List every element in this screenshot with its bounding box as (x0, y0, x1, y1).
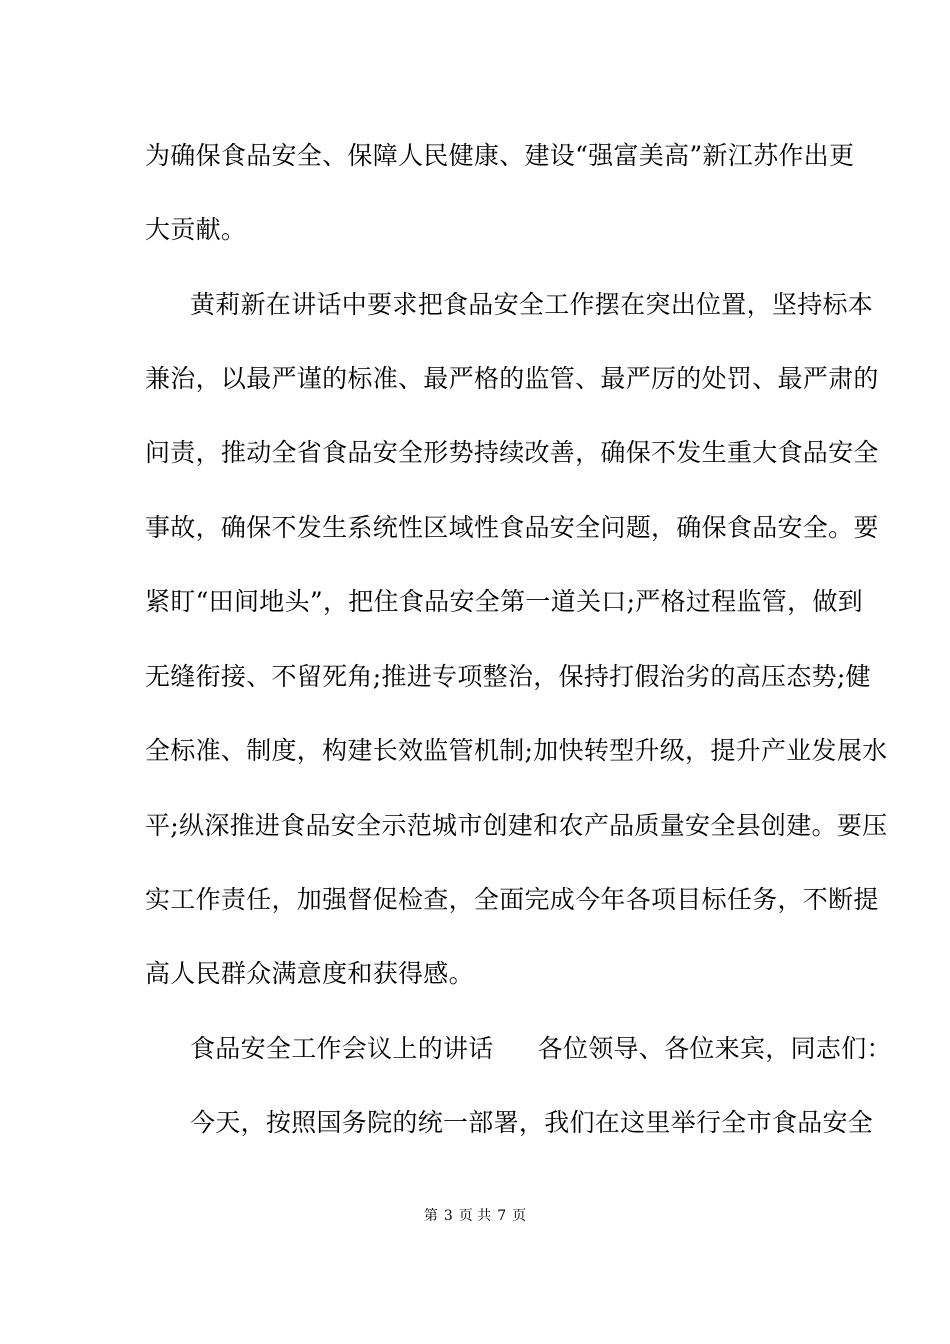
text-line: 问责，推动全省食品安全形势持续改善，确保不发生重大食品安全 (145, 438, 879, 467)
text-line: 为确保食品安全、保障人民健康、建设“强富美高”新江苏作出更 (145, 141, 855, 170)
page-prefix: 第 (423, 1208, 438, 1224)
text-line: 今天，按照国务院的统一部署，我们在这里举行全市食品安全 (190, 1108, 874, 1137)
text-line: 无缝衔接、不留死角;推进专项整治，保持打假治劣的高压态势;健 (145, 662, 871, 691)
text-line: 兼治，以最严谨的标准、最严格的监管、最严厉的处罚、最严肃的 (145, 364, 879, 393)
page-number-footer (0, 1207, 950, 1225)
current-page-number: 3 (443, 1208, 453, 1224)
page-middle: 页 共 (458, 1208, 492, 1224)
text-line: 黄莉新在讲话中要求把食品安全工作摆在突出位置，坚持标本 (190, 290, 874, 319)
speech-title: 食品安全工作会议上的讲话 (190, 1034, 494, 1063)
text-line: 平;纵深推进食品安全示范城市创建和农产品质量安全县创建。要压 (145, 811, 888, 840)
text-line: 事故，确保不发生系统性区域性食品安全问题，确保食品安全。要 (145, 513, 879, 542)
text-line: 全标准、制度，构建长效监管机制;加快转型升级，提升产业发展水 (145, 736, 888, 765)
text-line: 高人民群众满意度和获得感。 (145, 959, 474, 988)
text-line: 实工作责任，加强督促检查，全面完成今年各项目标任务，不断提 (145, 885, 879, 914)
text-line: 紧盯“田间地头”，把住食品安全第一道关口;严格过程监管，做到 (145, 587, 863, 616)
text-line: 大贡献。 (145, 215, 247, 244)
page-suffix: 页 (512, 1208, 527, 1224)
salutation: 各位领导、各位来宾，同志们： (537, 1034, 892, 1063)
total-page-number: 7 (497, 1208, 507, 1224)
speech-heading-line (190, 1033, 892, 1065)
